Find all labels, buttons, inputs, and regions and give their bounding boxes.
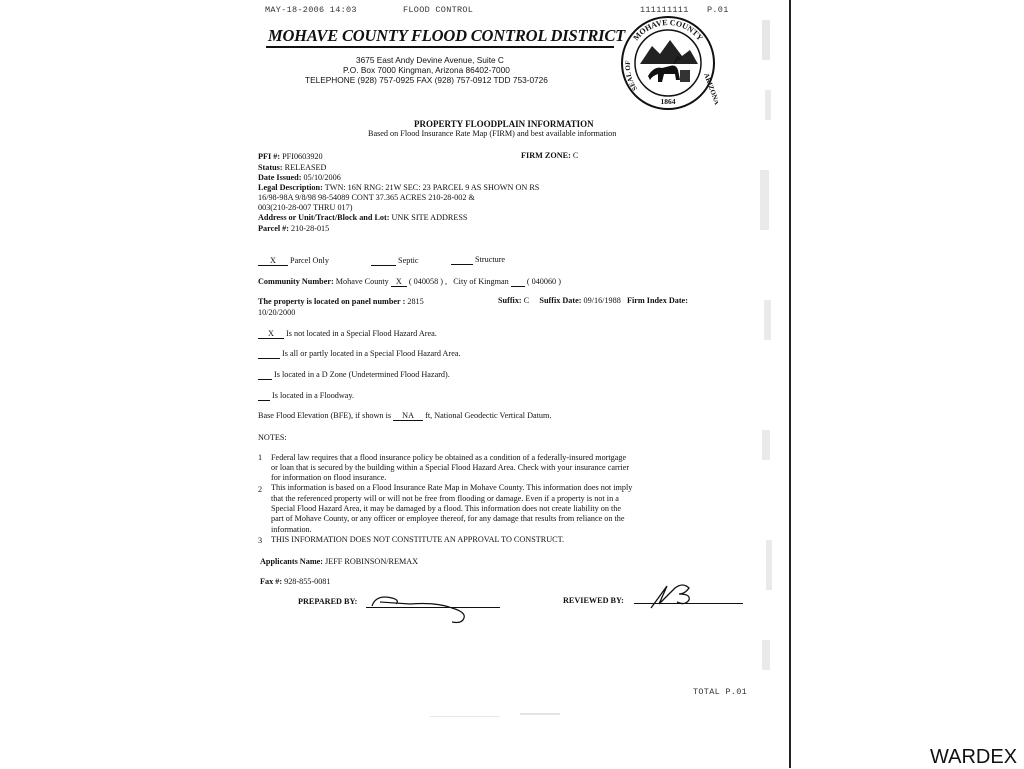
suffix-date-value: 09/16/1988 — [583, 296, 621, 305]
address-line-2: P.O. Box 7000 Kingman, Arizona 86402-7000 — [343, 65, 510, 75]
note-2-line-4: part of Mohave County, or any officer or employee thereof, for any damage that results from reliance on the — [271, 514, 625, 523]
fax-sender: FLOOD CONTROL — [403, 5, 474, 15]
address-label: Address or Unit/Tract/Block and Lot: — [258, 213, 390, 222]
legal-line-2: 16/98-98A 9/8/98 98-54089 CONT 37.365 ACRES 210-28-002 & — [258, 193, 475, 202]
fax-total: TOTAL P.01 — [693, 687, 748, 697]
parcel-only-label: Parcel Only — [290, 256, 329, 265]
hazard-floodway-text: Is located in a Floodway. — [272, 391, 355, 400]
note-2-line-3: Special Flood Hazard Area, it may be damaged by a flood. This information does not create liability on the — [271, 504, 621, 513]
fax-label: Fax #: — [260, 577, 283, 586]
applicant-label: Applicants Name: — [260, 557, 323, 566]
seal-year: 1864 — [660, 97, 676, 106]
scan-speckle — [520, 713, 560, 715]
prepared-by-signature — [366, 588, 506, 628]
firm-index-label: Firm Index Date: — [626, 296, 688, 305]
address-line-1: 3675 East Andy Devine Avenue, Suite C — [356, 55, 504, 65]
letterhead-title: MOHAVE COUNTY FLOOD CONTROL DISTRICT — [268, 26, 626, 45]
hazard-d-zone — [258, 370, 450, 380]
note-2-line-1: This information is based on a Flood Insurance Rate Map in Mohave County. This information does not imply — [271, 483, 633, 492]
bfe-value: NA — [393, 411, 423, 421]
note-1-number: 1 — [258, 453, 263, 462]
suffix-label: Suffix: — [498, 296, 522, 305]
scan-speckle — [762, 430, 770, 460]
parcel-label: Parcel #: — [258, 224, 289, 233]
note-1-line-2: or loan that is secured by the building within a Special Flood Hazard Area. Check with your insurance carrier — [271, 463, 630, 472]
hazard-not-located — [258, 329, 437, 339]
scan-speckle — [766, 540, 772, 590]
scan-speckle — [764, 300, 771, 340]
date-issued-row — [258, 173, 341, 182]
bfe-prefix: Base Flood Elevation (BFE), if shown is — [258, 411, 392, 420]
hazard-floodway-mark — [258, 391, 270, 401]
suffix-value: C — [523, 296, 530, 305]
status-value: RELEASED — [284, 163, 327, 172]
phone-line: TELEPHONE (928) 757-0925 FAX (928) 757-0912 TDD 753-0726 — [305, 75, 548, 85]
note-3-number: 3 — [258, 536, 263, 545]
pfi-label: PFI #: — [258, 152, 281, 161]
community-kingman-mark — [511, 277, 525, 287]
hazard-floodway — [258, 391, 354, 401]
hazard-partly — [258, 349, 461, 359]
address-row — [258, 213, 468, 222]
scan-speckle — [765, 90, 771, 120]
status-label: Status: — [258, 163, 283, 172]
address-value: UNK SITE ADDRESS — [391, 213, 468, 222]
fax-row — [260, 577, 331, 586]
note-1-line-3: for information on flood insurance. — [271, 473, 387, 482]
hazard-not-located-text: Is not located in a Special Flood Hazard Area. — [286, 329, 437, 338]
legal-line-3: 003(210-28-007 THRU 017) — [258, 203, 353, 212]
community-label: Community Number: — [258, 277, 334, 286]
fax-value: 928-855-0081 — [284, 577, 331, 586]
firm-index-value: 10/20/2000 — [258, 308, 296, 317]
legal-line-1: TWN: 16N RNG: 21W SEC: 23 PARCEL 9 AS SHOWN ON RS — [324, 183, 540, 192]
firm-zone-value: C — [572, 151, 579, 160]
septic-option — [371, 256, 419, 266]
note-2-line-2: that the referenced property will or will not be free from flooding or damage. Even if a property is not in a — [271, 494, 619, 503]
hazard-not-located-mark: X — [258, 329, 284, 339]
community-kingman-code: ( 040060 ) — [526, 277, 561, 286]
fax-page: P.01 — [707, 5, 729, 15]
scan-speckle — [760, 170, 769, 230]
fax-datetime: MAY-18-2006 14:03 — [265, 5, 357, 15]
panel-label: The property is located on panel number : — [258, 297, 406, 306]
date-issued-value: 05/10/2006 — [303, 173, 341, 182]
note-1-line-1: Federal law requires that a flood insurance policy be obtained as a condition of a federally-insured mortgage — [271, 453, 627, 462]
structure-option — [451, 255, 505, 265]
prepared-by-label: PREPARED BY: — [298, 597, 358, 606]
pfi-row — [258, 152, 323, 161]
community-mohave: Mohave County — [335, 277, 389, 286]
firm-zone-row — [521, 151, 578, 160]
scan-speckle — [762, 20, 770, 60]
note-3-line-1: THIS INFORMATION DOES NOT CONSTITUTE AN APPROVAL TO CONSTRUCT. — [271, 535, 565, 544]
septic-mark — [371, 256, 396, 266]
status-row — [258, 163, 326, 172]
seal-top-text: MOHAVE COUNTY — [631, 17, 705, 43]
applicant-value: JEFF ROBINSON/REMAX — [325, 557, 419, 566]
hazard-partly-mark — [258, 349, 280, 359]
seal-right-text: ARIZONA — [702, 71, 718, 106]
applicant-row — [260, 557, 418, 566]
pfi-value: PFI0603920 — [282, 152, 323, 161]
reviewed-by-signature — [645, 578, 715, 612]
hazard-d-zone-mark — [258, 370, 272, 380]
community-row — [258, 277, 561, 287]
doc-title: PROPERTY FLOODPLAIN INFORMATION — [414, 119, 594, 129]
note-2-line-5: information. — [271, 525, 312, 534]
reviewed-by-label: REVIEWED BY: — [563, 596, 624, 605]
parcel-only-option — [258, 256, 329, 266]
county-seal — [618, 14, 718, 112]
community-kingman: City of Kingman — [453, 277, 509, 286]
scan-speckle — [762, 640, 770, 670]
legal-row — [258, 183, 539, 192]
septic-label: Septic — [398, 256, 419, 265]
watermark: WARDEX — [930, 746, 1018, 768]
structure-mark — [451, 255, 473, 265]
parcel-value: 210-28-015 — [291, 224, 330, 233]
parcel-only-mark: X — [258, 256, 288, 266]
parcel-row — [258, 224, 329, 233]
panel-number: 2815 — [407, 297, 424, 306]
suffix-group — [498, 296, 688, 305]
firm-zone-label: FIRM ZONE: — [521, 151, 571, 160]
hazard-d-zone-text: Is located in a D Zone (Undetermined Flood Hazard). — [274, 370, 450, 379]
notes-heading: NOTES: — [258, 433, 287, 442]
svg-text:SEAL OF — [624, 60, 639, 92]
date-issued-label: Date Issued: — [258, 173, 302, 182]
panel-row — [258, 297, 424, 306]
community-mohave-mark: X — [391, 277, 407, 287]
community-mohave-code: ( 040058 ) , — [408, 277, 448, 286]
letterhead-rule — [266, 46, 614, 48]
bfe-suffix: ft, National Geodectic Vertical Datum. — [425, 411, 552, 420]
doc-subtitle: Based on Flood Insurance Rate Map (FIRM) and best available information — [368, 129, 617, 138]
structure-label: Structure — [475, 255, 506, 264]
note-2-number: 2 — [258, 485, 263, 494]
legal-label: Legal Description: — [258, 183, 323, 192]
seal-left-text: SEAL OF — [623, 60, 639, 93]
hazard-partly-text: Is all or partly located in a Special Flood Hazard Area. — [282, 349, 461, 358]
suffix-date-label: Suffix Date: — [539, 296, 582, 305]
bfe-row — [258, 411, 551, 421]
scan-edge-line — [789, 0, 791, 768]
fax-number: 111111111 — [640, 5, 689, 15]
scan-speckle — [430, 716, 500, 717]
